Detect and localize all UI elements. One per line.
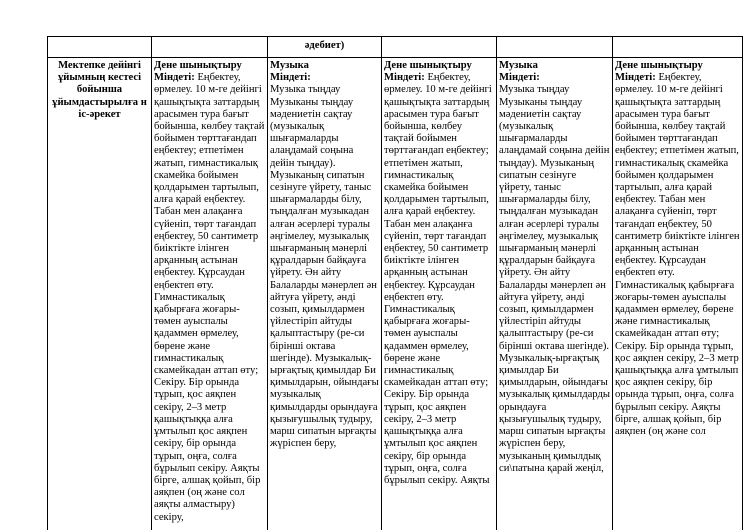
task-title: Міндеті: xyxy=(384,72,425,84)
subject-title: Дене шынықтыру xyxy=(615,60,703,71)
task-text: Еңбектеу, өрмелеу. 10 м-ге дейінгі қашықтықта заттардың арасымен тура бағыт бойынша, көлбеу тақтай бойымен төрттағандап еңбектеу; етпетімен жатып, гимнастикалық скамейка бойымен қолдарымен тартылып, алға қарай еңбектеу. Табан мен алақанға сүйеніп, төрт тағандап еңбектеу, 50 сантиметр биіктікте ілінген арқанның астынан еңбектеу. Құрсаудан еңбектеп өту. Гимнастикалық қабырғаға жоғары-төмен ауыспалы қадаммен өрмелеу, бөрене және гимнастикалық скамейкадан аттап өту; Секіру. Бір орында тұрып, қос аяқпен секіру, 2–3 метр қашықтыққа алға ұмтылып қос аяқпен секіру, бір орында тұрып, оңға, солға бұрылып секіру. Аяқты бірге, алшақ қойып, бір аяқпен (оң және сол аяқты алмастыру) секіру, xyxy=(154,72,265,523)
task-title: Міндеті: xyxy=(499,72,540,84)
task-title: Міндеті: xyxy=(154,72,195,84)
task-text: Еңбектеу, өрмелеу. 10 м-ге дейінгі қашықтықта заттардың арасымен тура бағыт бойынша, көлбеу тақтай бойымен төрттағандап еңбектеу; етпетімен жатып, гимнастикалық скамейка бойымен қолдарымен тартылып, алға қарай еңбектеу. Табан мен алақанға сүйеніп, төрт тағандап еңбектеу, 50 сантиметр биіктікте ілінген арқанның астынан еңбектеу. Құрсаудан еңбектеп өту. Гимнастикалық қабырғаға жоғары-төмен ауыспалы қадаммен өрмелеу, бөрене және гимнастикалық скамейкадан аттап өту; Секіру. Бір орында тұрып, қос аяқпен секіру, 2–3 метр қашықтыққа алға ұмтылып қос аяқпен секіру, бір орында тұрып, оңға, солға бұрылып секіру. Аяқты бірге, алшақ қойып, бір аяқпен (оң және сол xyxy=(615,72,740,438)
task-title: Міндеті: xyxy=(615,72,656,84)
day-cell-5 xyxy=(613,58,743,530)
day-cell-3 xyxy=(382,58,497,530)
task-text: Музыка тыңдау Музыканы тыңдау мәдениетін сақтау (музыкалық шығармаларды алаңдамай соңына дейін тыңдау). Музыканың сипатын сезінуге үйрету, таныс шығармаларды білу, тыңдалған музыкадан алған әсерлері туралы әңгімелеу, музыкалық шығарманың мәнерлі құралдарын байқауға үйрету. Ән айту Балаларды мәнерлеп ән айтуға үйрету, әнді созып, қимылдармен үйлестіріп айтуды қалыптастыру (ре-си бірінші октава шегінде). Музыкалық-ырғақтық қимылдар Би қимылдарын, ойындағы музыкалық қимылдарды орындауға қызығушылық тудыру, марш сипатын ырғақты жүріспен беру, музыканың қимылдық си\патына қарай жеңіл, xyxy=(499,84,610,474)
table-cell xyxy=(268,37,382,58)
table-cell xyxy=(382,37,497,58)
subject-title: Музыка xyxy=(270,60,309,71)
table-cell xyxy=(497,37,613,58)
table-cell xyxy=(152,37,268,58)
row-label: Мектепке дейінгі ұйымның кестесі бойынша ұйымдастырылға н іс-әрекет xyxy=(48,58,152,530)
schedule-table xyxy=(47,36,743,530)
table-cell xyxy=(48,37,152,58)
table-row xyxy=(48,37,743,58)
task-text: Еңбектеу, өрмелеу. 10 м-ге дейінгі қашықтықта заттардың арасымен тура бағыт бойынша, көлбеу тақтай бойымен төрттағандап еңбектеу; етпетімен жатып, гимнастикалық скамейка бойымен қолдарымен тартылып, алға қарай еңбектеу. Табан мен алақанға сүйеніп, төрт тағандап еңбектеу, 50 сантиметр биіктікте ілінген арқанның астынан еңбектеу. Құрсаудан еңбектеп өту. Гимнастикалық қабырғаға жоғары-төмен ауыспалы қадаммен өрмелеу, бөрене және гимнастикалық скамейкадан аттап өту; Секіру. Бір орында тұрып, қос аяқпен секіру, 2–3 метр қашықтыққа алға ұмтылып қос аяқпен секіру, бір орында тұрып, оңға, солға бұрылып секіру. Аяқты xyxy=(384,72,492,486)
day-cell-1 xyxy=(152,58,268,530)
day-cell-2 xyxy=(268,58,382,530)
subject-title: Дене шынықтыру xyxy=(154,60,242,71)
day-cell-4 xyxy=(497,58,613,530)
subject-title: Дене шынықтыру xyxy=(384,60,472,71)
task-title: Міндеті: xyxy=(270,72,311,84)
subject-title: Музыка xyxy=(499,60,538,71)
table-cell xyxy=(613,37,743,58)
table-row xyxy=(48,58,743,530)
task-text: Музыка тыңдау Музыканы тыңдау мәдениетін сақтау (музыкалық шығармаларды алаңдамай соңына дейін тыңдау). Музыканың сипатын сезінуге үйрету, таныс шығармаларды білу, тыңдалған музыкадан алған әсерлері туралы әңгімелеу, музыкалық шығарманың мәнерлі құралдарын байқауға үйрету. Ән айту Балаларды мәнерлеп ән айтуға үйрету, әнді созып, қимылдармен үйлестіріп айтуды қалыптастыру (ре-си бірінші октава шегінде). Музыкалық-ырғақтық қимылдар Би қимылдарын, ойындағы музыкалық қимылдарды орындауға қызығушылық тудыру, марш сипатын ырғақты жүріспен беру, xyxy=(270,84,379,450)
cell-text: әдебиет) xyxy=(304,40,345,51)
